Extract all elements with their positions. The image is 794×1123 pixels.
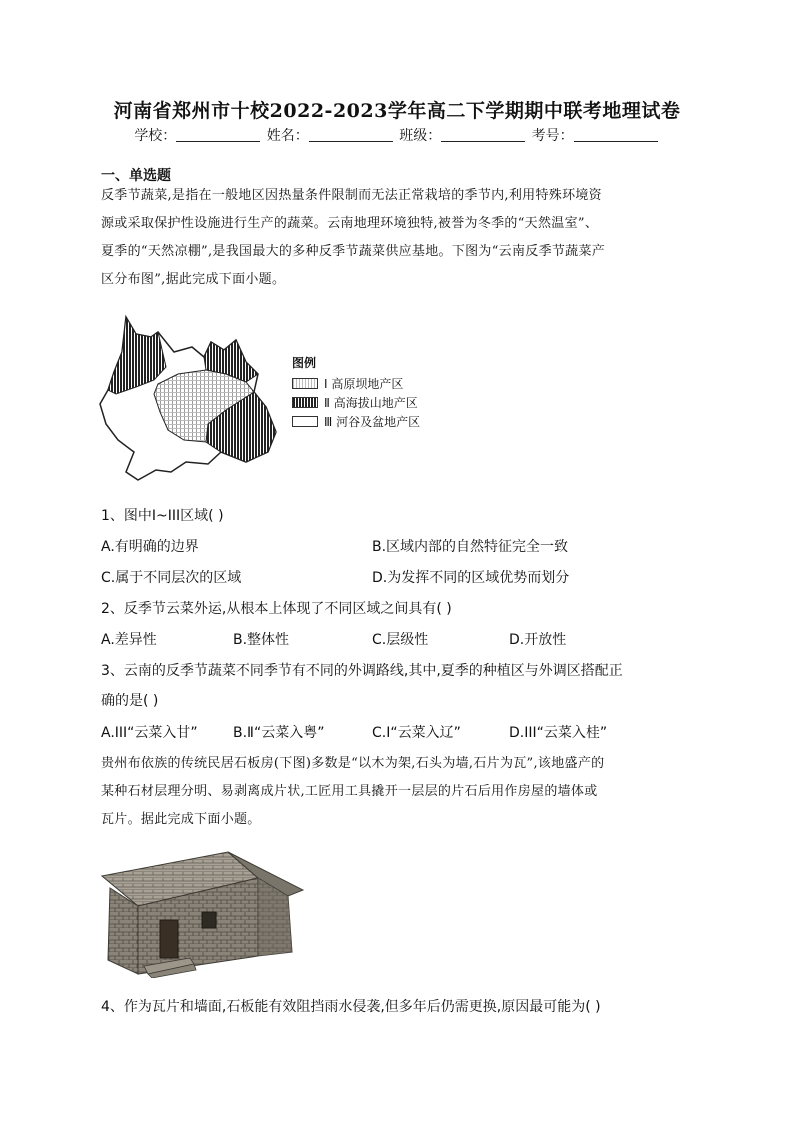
legend-label: Ⅱ 高海拔山地产区 bbox=[324, 396, 418, 410]
passage-1-line: 夏季的“天然凉棚”,是我国最大的多种反季节蔬菜供应基地。下图为“云南反季节蔬菜产 bbox=[101, 244, 606, 259]
question-3-option-c[interactable]: C.Ⅰ“云菜入辽” bbox=[372, 725, 461, 741]
section-title: 一、单选题 bbox=[101, 168, 171, 184]
question-3-option-b[interactable]: B.Ⅱ“云菜入粤” bbox=[233, 725, 325, 741]
question-2-option-d[interactable]: D.开放性 bbox=[509, 632, 567, 648]
question-1-option-a[interactable]: A.有明确的边界 bbox=[101, 539, 199, 555]
legend-item-2 bbox=[292, 394, 420, 411]
class-label: 班级： bbox=[399, 128, 442, 144]
legend-swatch-white bbox=[292, 416, 318, 427]
legend-swatch-light bbox=[292, 378, 318, 389]
question-2-option-a[interactable]: A.差异性 bbox=[101, 632, 157, 648]
passage-2-line: 某种石材层理分明、易剥离成片状,工匠用工具撬开一层层的片石后用作房屋的墙体或 bbox=[101, 784, 598, 799]
school-blank bbox=[176, 127, 260, 142]
question-3-stem-line: 3、云南的反季节蔬菜不同季节有不同的外调路线,其中,夏季的种植区与外调区搭配正 bbox=[101, 663, 623, 679]
yunnan-map bbox=[96, 312, 296, 487]
question-1-stem: 1、图中Ⅰ~III区域( ) bbox=[101, 508, 224, 524]
question-1-option-b[interactable]: B.区域内部的自然特征完全一致 bbox=[372, 539, 569, 555]
name-blank bbox=[309, 127, 393, 142]
passage-1 bbox=[101, 182, 701, 294]
question-1-option-d[interactable]: D.为发挥不同的区域优势而划分 bbox=[372, 570, 570, 586]
question-1-option-c[interactable]: C.属于不同层次的区域 bbox=[101, 570, 242, 586]
name-label: 姓名： bbox=[266, 128, 309, 144]
passage-1-line: 区分布图”,据此完成下面小题。 bbox=[101, 272, 286, 287]
legend-label: Ⅰ 高原坝地产区 bbox=[324, 377, 404, 391]
student-info-line bbox=[0, 125, 794, 145]
school-label: 学校： bbox=[134, 128, 177, 144]
question-2-stem: 2、反季节云菜外运,从根本上体现了不同区域之间具有( ) bbox=[101, 601, 452, 617]
legend-title: 图例 bbox=[292, 356, 317, 370]
passage-1-line: 反季节蔬菜,是指在一般地区因热量条件限制而无法正常栽培的季节内,利用特殊环境资 bbox=[101, 188, 602, 203]
stone-house-image bbox=[98, 848, 304, 978]
question-3-option-a[interactable]: A.III“云菜入甘” bbox=[101, 725, 198, 741]
legend-swatch-dark bbox=[292, 397, 318, 408]
question-2-option-c[interactable]: C.层级性 bbox=[372, 632, 429, 648]
question-4-stem: 4、作为瓦片和墙面,石板能有效阻挡雨水侵袭,但多年后仍需更换,原因最可能为( ) bbox=[101, 999, 601, 1015]
legend-item-1 bbox=[292, 375, 420, 392]
passage-2-line: 瓦片。据此完成下面小题。 bbox=[101, 812, 261, 827]
map-legend bbox=[292, 354, 420, 430]
legend-item-3 bbox=[292, 413, 420, 430]
question-3-stem-line: 确的是( ) bbox=[101, 693, 159, 709]
passage-1-line: 源或采取保护性设施进行生产的蔬菜。云南地理环境独特,被誉为冬季的“天然温室”、 bbox=[101, 216, 599, 231]
passage-2-line: 贵州布依族的传统民居石板房(下图)多数是“以木为架,石头为墙,石片为瓦”,该地盛产的 bbox=[101, 756, 605, 771]
passage-2 bbox=[101, 750, 701, 834]
question-3-option-d[interactable]: D.III“云菜入桂” bbox=[509, 725, 608, 741]
exam-title: 河南省郑州市十校2022-2023学年高二下学期期中联考地理试卷 bbox=[113, 100, 681, 122]
class-blank bbox=[441, 127, 525, 142]
question-2-option-b[interactable]: B.整体性 bbox=[233, 632, 290, 648]
legend-label: Ⅲ 河谷及盆地产区 bbox=[324, 415, 421, 429]
exam-no-blank bbox=[574, 127, 658, 142]
exam-no-label: 考号： bbox=[531, 128, 574, 144]
